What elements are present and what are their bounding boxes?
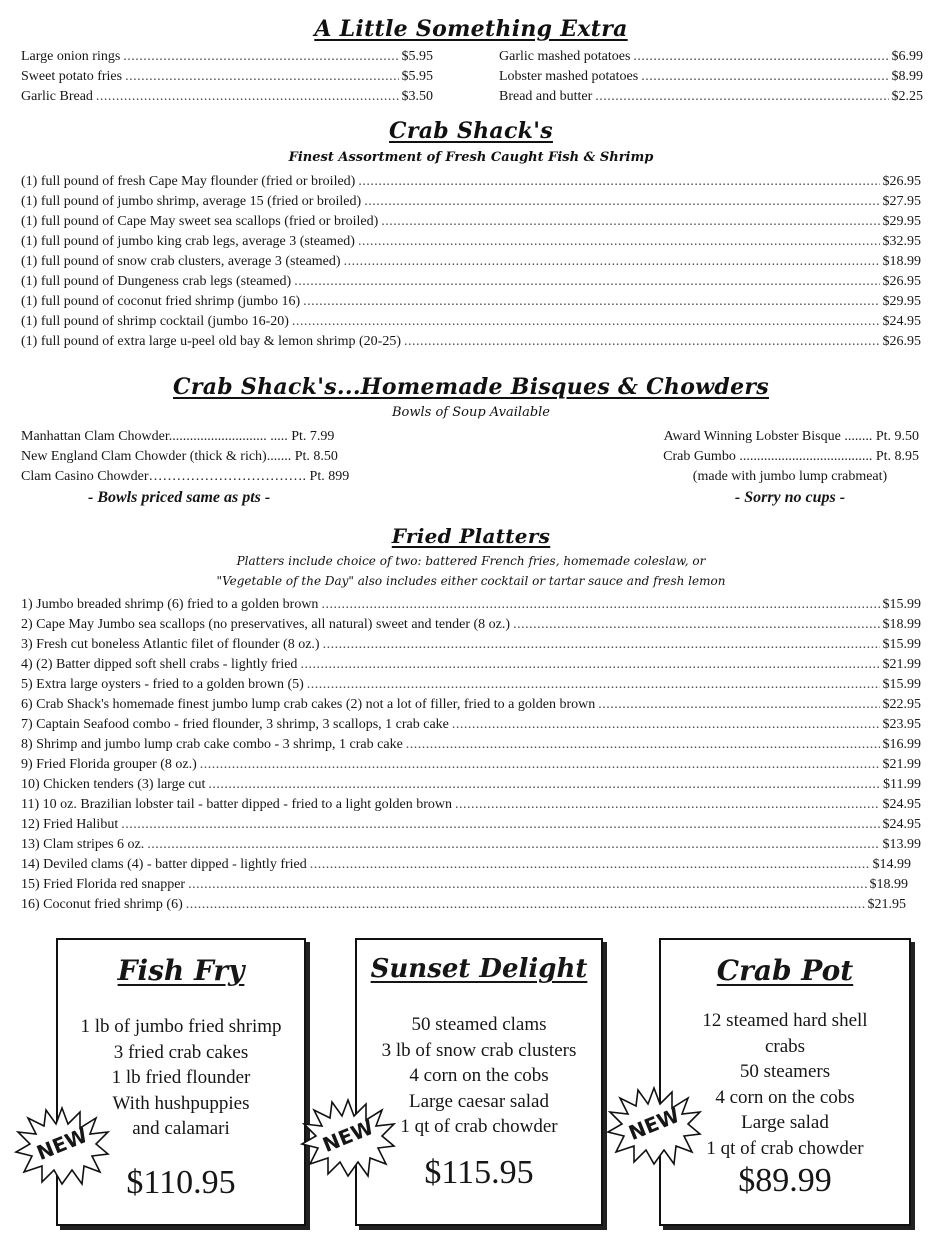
leader-dots [294, 273, 879, 291]
item-price: $15.99 [882, 597, 921, 612]
leader-dots [121, 816, 879, 834]
leader-dots [598, 696, 879, 714]
special-line: 4 corn on the cobs [409, 1065, 549, 1086]
special-price: $110.95 [126, 1164, 236, 1201]
item-name: 5) Extra large oysters - fried to a golden brown (5) [21, 677, 304, 692]
item-price: $18.99 [882, 254, 921, 269]
item-price: $14.99 [872, 857, 911, 872]
item-price: $8.99 [891, 69, 923, 84]
leader-dots [364, 193, 879, 211]
leader-dots [641, 68, 888, 86]
item-price: $3.50 [401, 89, 433, 104]
special-line: 1 qt of crab chowder [400, 1116, 558, 1137]
leader-dots [321, 596, 879, 614]
special-line: 4 corn on the cobs [715, 1086, 855, 1108]
special-price: $115.95 [424, 1154, 534, 1191]
special-line: 50 steamed clams [411, 1014, 547, 1035]
item-name: (1) full pound of Dungeness crab legs (steamed) [21, 274, 292, 289]
item-price: $21.95 [867, 897, 906, 912]
item-name: 15) Fried Florida red snapper [21, 877, 186, 892]
gumbo-note: (made with jumbo lump crabmeat) [692, 469, 888, 484]
special-line: 12 steamed hard shell [702, 1010, 868, 1031]
item-price: $18.99 [882, 617, 921, 632]
menu-item [499, 48, 923, 66]
item-name: 14) Deviled clams (4) - batter dipped - lightly fried [21, 857, 307, 872]
item-price: $24.95 [882, 817, 921, 832]
item-price: $29.95 [882, 214, 921, 229]
new-badge-label: NEW [319, 1115, 377, 1157]
leader-dots [186, 896, 865, 914]
menu-item [499, 88, 923, 106]
soup-item: Award Winning Lobster Bisque ........ Pt. 9.50 [663, 429, 919, 444]
special-box-crab-pot [659, 938, 911, 1226]
leader-dots [595, 88, 888, 106]
item-name: 12) Fried Halibut [21, 817, 119, 832]
leader-dots [358, 173, 879, 191]
special-line: Large caesar salad [409, 1090, 549, 1112]
special-price: $89.99 [738, 1162, 832, 1199]
special-title: Fish Fry [117, 954, 245, 987]
leader-dots [307, 676, 880, 694]
item-name: 1) Jumbo breaded shrimp (6) fried to a golden brown [21, 597, 319, 612]
menu-item [21, 716, 921, 734]
leader-dots [208, 776, 880, 794]
item-name: Large onion rings [21, 49, 121, 64]
item-name: 4) (2) Batter dipped soft shell crabs - lightly fried [21, 657, 298, 672]
leader-dots [358, 233, 880, 251]
leader-dots [96, 88, 399, 106]
item-name: 2) Cape May Jumbo sea scallops (no preservatives, all natural) sweet and tender (8 oz.) [21, 617, 511, 632]
item-name: (1) full pound of shrimp cocktail (jumbo 16-20) [21, 314, 289, 329]
item-name: Garlic Bread [21, 89, 93, 104]
special-box-sunset-delight [355, 938, 603, 1226]
leader-dots [452, 716, 880, 734]
menu-item [21, 696, 921, 714]
new-badge [606, 1086, 702, 1166]
menu-item [21, 856, 911, 874]
special-line: 3 lb of snow crab clusters [381, 1039, 577, 1061]
leader-dots [404, 333, 880, 351]
new-badge [300, 1098, 396, 1178]
menu-item [21, 896, 906, 914]
menu-item [21, 636, 921, 654]
leader-dots [406, 736, 880, 754]
item-price: $26.95 [882, 334, 921, 349]
item-price: $15.99 [882, 677, 921, 692]
menu-item [21, 313, 921, 331]
leader-dots [123, 48, 398, 66]
leader-dots [344, 253, 880, 271]
menu-item [21, 836, 921, 854]
item-price: $26.95 [882, 274, 921, 289]
menu-item [21, 233, 921, 251]
leader-dots [303, 293, 879, 311]
item-price: $5.95 [401, 69, 433, 84]
item-price: $23.95 [882, 717, 921, 732]
item-name: (1) full pound of jumbo king crab legs, average 3 (steamed) [21, 234, 355, 249]
item-price: $21.99 [882, 757, 921, 772]
leader-dots [513, 616, 879, 634]
menu-item [21, 48, 433, 66]
special-line: 1 lb fried flounder [111, 1067, 251, 1088]
menu-item [499, 68, 923, 86]
crab-shack-heading: Crab Shack's [389, 118, 553, 144]
special-line: crabs [764, 1035, 806, 1057]
item-name: (1) full pound of Cape May sweet sea scallops (fried or broiled) [21, 214, 379, 229]
item-name: 8) Shrimp and jumbo lump crab cake combo - 3 shrimp, 1 crab cake [21, 737, 403, 752]
menu-item [21, 273, 921, 291]
new-badge-label: NEW [33, 1123, 91, 1165]
leader-dots [188, 876, 866, 894]
leader-dots [381, 213, 879, 231]
new-badge [14, 1106, 110, 1186]
item-name: Lobster mashed potatoes [499, 69, 639, 84]
platters-subtitle-1: Platters include choice of two: battered French fries, homemade coleslaw, or [236, 554, 706, 568]
menu-item [21, 736, 921, 754]
item-price: $32.95 [882, 234, 921, 249]
leader-dots [292, 313, 880, 331]
menu-item [21, 293, 921, 311]
item-name: 11) 10 oz. Brazilian lobster tail - batter dipped - fried to a light golden brown [21, 797, 453, 812]
menu-item [21, 676, 921, 694]
item-name: (1) full pound of snow crab clusters, average 3 (steamed) [21, 254, 341, 269]
menu-item [21, 333, 921, 351]
menu-item [21, 616, 921, 634]
menu-item [21, 596, 921, 614]
soup-item: Manhattan Clam Chowder............................ ..... Pt. 7.99 [21, 429, 335, 444]
leader-dots [147, 836, 879, 854]
special-line: Large salad [741, 1112, 829, 1133]
bowls-note: - Bowls priced same as pts - [88, 489, 271, 506]
special-line: 1 lb of jumbo fried shrimp [80, 1016, 282, 1037]
special-line: and calamari [132, 1118, 230, 1139]
bisques-subtitle: Bowls of Soup Available [392, 405, 550, 420]
item-price: $2.25 [891, 89, 923, 104]
menu-item [21, 193, 921, 211]
special-title: Crab Pot [716, 954, 854, 987]
menu-item [21, 656, 921, 674]
item-name: Garlic mashed potatoes [499, 49, 631, 64]
leader-dots [300, 656, 879, 674]
item-price: $22.95 [882, 697, 921, 712]
item-name: 9) Fried Florida grouper (8 oz.) [21, 757, 197, 772]
soup-item: Clam Casino Chowder……………………………. Pt. 899 [21, 469, 350, 484]
item-name: Bread and butter [499, 89, 593, 104]
menu-item [21, 213, 921, 231]
item-name: (1) full pound of fresh Cape May flounder (fried or broiled) [21, 174, 356, 189]
item-name: 10) Chicken tenders (3) large cut [21, 777, 206, 792]
leader-dots [310, 856, 870, 874]
menu-item [21, 776, 921, 794]
leader-dots [200, 756, 880, 774]
item-name: (1) full pound of jumbo shrimp, average 15 (fried or broiled) [21, 194, 362, 209]
item-name: 3) Fresh cut boneless Atlantic filet of flounder (8 oz.) [21, 637, 320, 652]
item-name: 13) Clam stripes 6 oz. [21, 837, 145, 852]
leader-dots [323, 636, 880, 654]
crab-shack-subtitle: Finest Assortment of Fresh Caught Fish & Shrimp [288, 150, 654, 165]
item-name: Sweet potato fries [21, 69, 123, 84]
bisques-heading: Crab Shack's...Homemade Bisques & Chowders [173, 374, 769, 400]
item-name: (1) full pound of coconut fried shrimp (jumbo 16) [21, 294, 301, 309]
item-price: $18.99 [869, 877, 908, 892]
platters-subtitle-2: "Vegetable of the Day" also includes either cocktail or tartar sauce and fresh lemon [216, 574, 726, 588]
soup-item: Crab Gumbo ...................................... Pt. 8.95 [663, 449, 919, 464]
new-badge-label: NEW [625, 1103, 683, 1145]
item-price: $6.99 [891, 49, 923, 64]
item-price: $13.99 [882, 837, 921, 852]
item-price: $11.99 [883, 777, 921, 792]
leader-dots [125, 68, 398, 86]
menu-item [21, 253, 921, 271]
item-name: 6) Crab Shack's homemade finest jumbo lump crab cakes (2) not a lot of filler, fried to a golden brown [21, 697, 596, 712]
menu-item [21, 173, 921, 191]
item-name: 7) Captain Seafood combo - fried flounder, 3 shrimp, 3 scallops, 1 crab cake [21, 717, 449, 732]
item-price: $5.95 [401, 49, 433, 64]
item-price: $24.95 [882, 797, 921, 812]
item-price: $27.95 [882, 194, 921, 209]
special-title: Sunset Delight [370, 954, 588, 984]
menu-item [21, 796, 921, 814]
menu-item [21, 816, 921, 834]
leader-dots [633, 48, 888, 66]
menu-item [21, 756, 921, 774]
leader-dots [455, 796, 879, 814]
extras-heading: A Little Something Extra [314, 16, 628, 42]
soup-item: New England Clam Chowder (thick & rich)....... Pt. 8.50 [21, 449, 338, 464]
item-name: 16) Coconut fried shrimp (6) [21, 897, 183, 912]
item-price: $29.95 [882, 294, 921, 309]
cups-note: - Sorry no cups - [734, 489, 846, 506]
menu-item [21, 68, 433, 86]
item-price: $21.99 [882, 657, 921, 672]
special-line: 1 qt of crab chowder [706, 1137, 864, 1159]
special-line: 3 fried crab cakes [113, 1041, 249, 1063]
item-price: $24.95 [882, 314, 921, 329]
special-line: With hushpuppies [112, 1092, 250, 1114]
item-name: (1) full pound of extra large u-peel old bay & lemon shrimp (20-25) [21, 334, 401, 349]
menu-item [21, 876, 908, 894]
platters-heading: Fried Platters [391, 524, 551, 548]
item-price: $26.95 [882, 174, 921, 189]
item-price: $15.99 [882, 637, 921, 652]
special-line: 50 steamers [739, 1061, 831, 1082]
item-price: $16.99 [882, 737, 921, 752]
menu-item [21, 88, 433, 106]
